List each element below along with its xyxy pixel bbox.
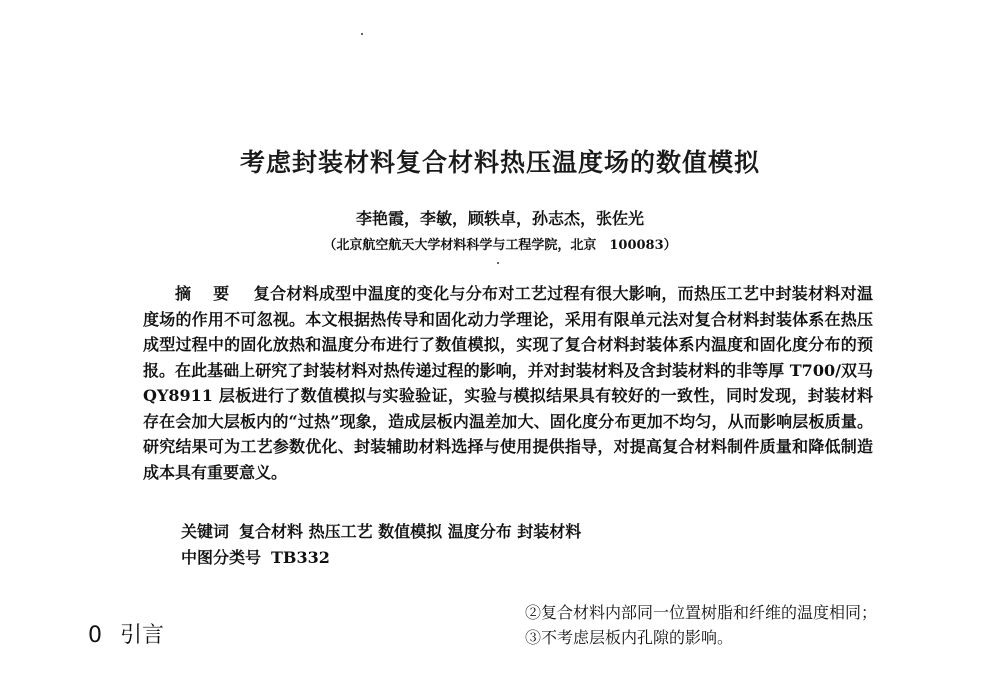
classification-label: 中图分类号 — [181, 548, 262, 567]
right-column — [525, 600, 877, 650]
scan-speck — [361, 33, 363, 35]
section-number: 0 — [88, 623, 102, 648]
keywords-text: 复合材料 热压工艺 数值模拟 温度分布 封装材料 — [239, 522, 582, 541]
section-heading — [88, 618, 164, 649]
keywords-label: 关键词 — [181, 522, 230, 541]
classification-value: TB332 — [271, 548, 330, 567]
section-title: 引言 — [120, 623, 165, 648]
keywords — [181, 519, 581, 542]
abstract-text: 复合材料成型中温度的变化与分布对工艺过程有很大影响，而热压工艺中封装材料对温度场的作用不可忽视。本文根据热传导和固化动力学理论，采用有限单元法对复合材料封装体系在热压成型过程中的固化放热和温度分布进行了数值模拟，实现了复合材料封装体系内温度和固化度分布的预报。在此基础上研究了封装材料对热传递过程的影响，并对封装材料及含封装材料的非等厚 T700/双马 QY8911 层板进行了数值模拟与实验验证，实验与模拟结果具有较好的一致性，同时发现，封装材料存在会加大层板内的“过热”现象，造成层板内温差加大、固化度分布更加不均匀，从而影响层板质量。研究结果可为工艺参数优化、封装辅助材料选择与使用提供指导，对提高复合材料制件质量和降低制造成本具有重要意义。 — [143, 284, 873, 482]
paper-title: 考虑封装材料复合材料热压温度场的数值模拟 — [239, 148, 760, 177]
scan-speck — [497, 262, 499, 264]
abstract-label: 摘 要 — [175, 284, 238, 303]
classification-number — [181, 545, 330, 568]
paper-affiliation: （北京航空航天大学材料科学与工程学院，北京 100083） — [323, 238, 677, 253]
assumption-item: ③不考虑层板内孔隙的影响。 — [525, 628, 734, 647]
paper-authors: 李艳霞，李敏，顾轶卓，孙志杰，张佐光 — [355, 209, 644, 228]
assumption-item: ②复合材料内部同一位置树脂和纤维的温度相同； — [525, 603, 878, 622]
abstract — [143, 281, 873, 485]
